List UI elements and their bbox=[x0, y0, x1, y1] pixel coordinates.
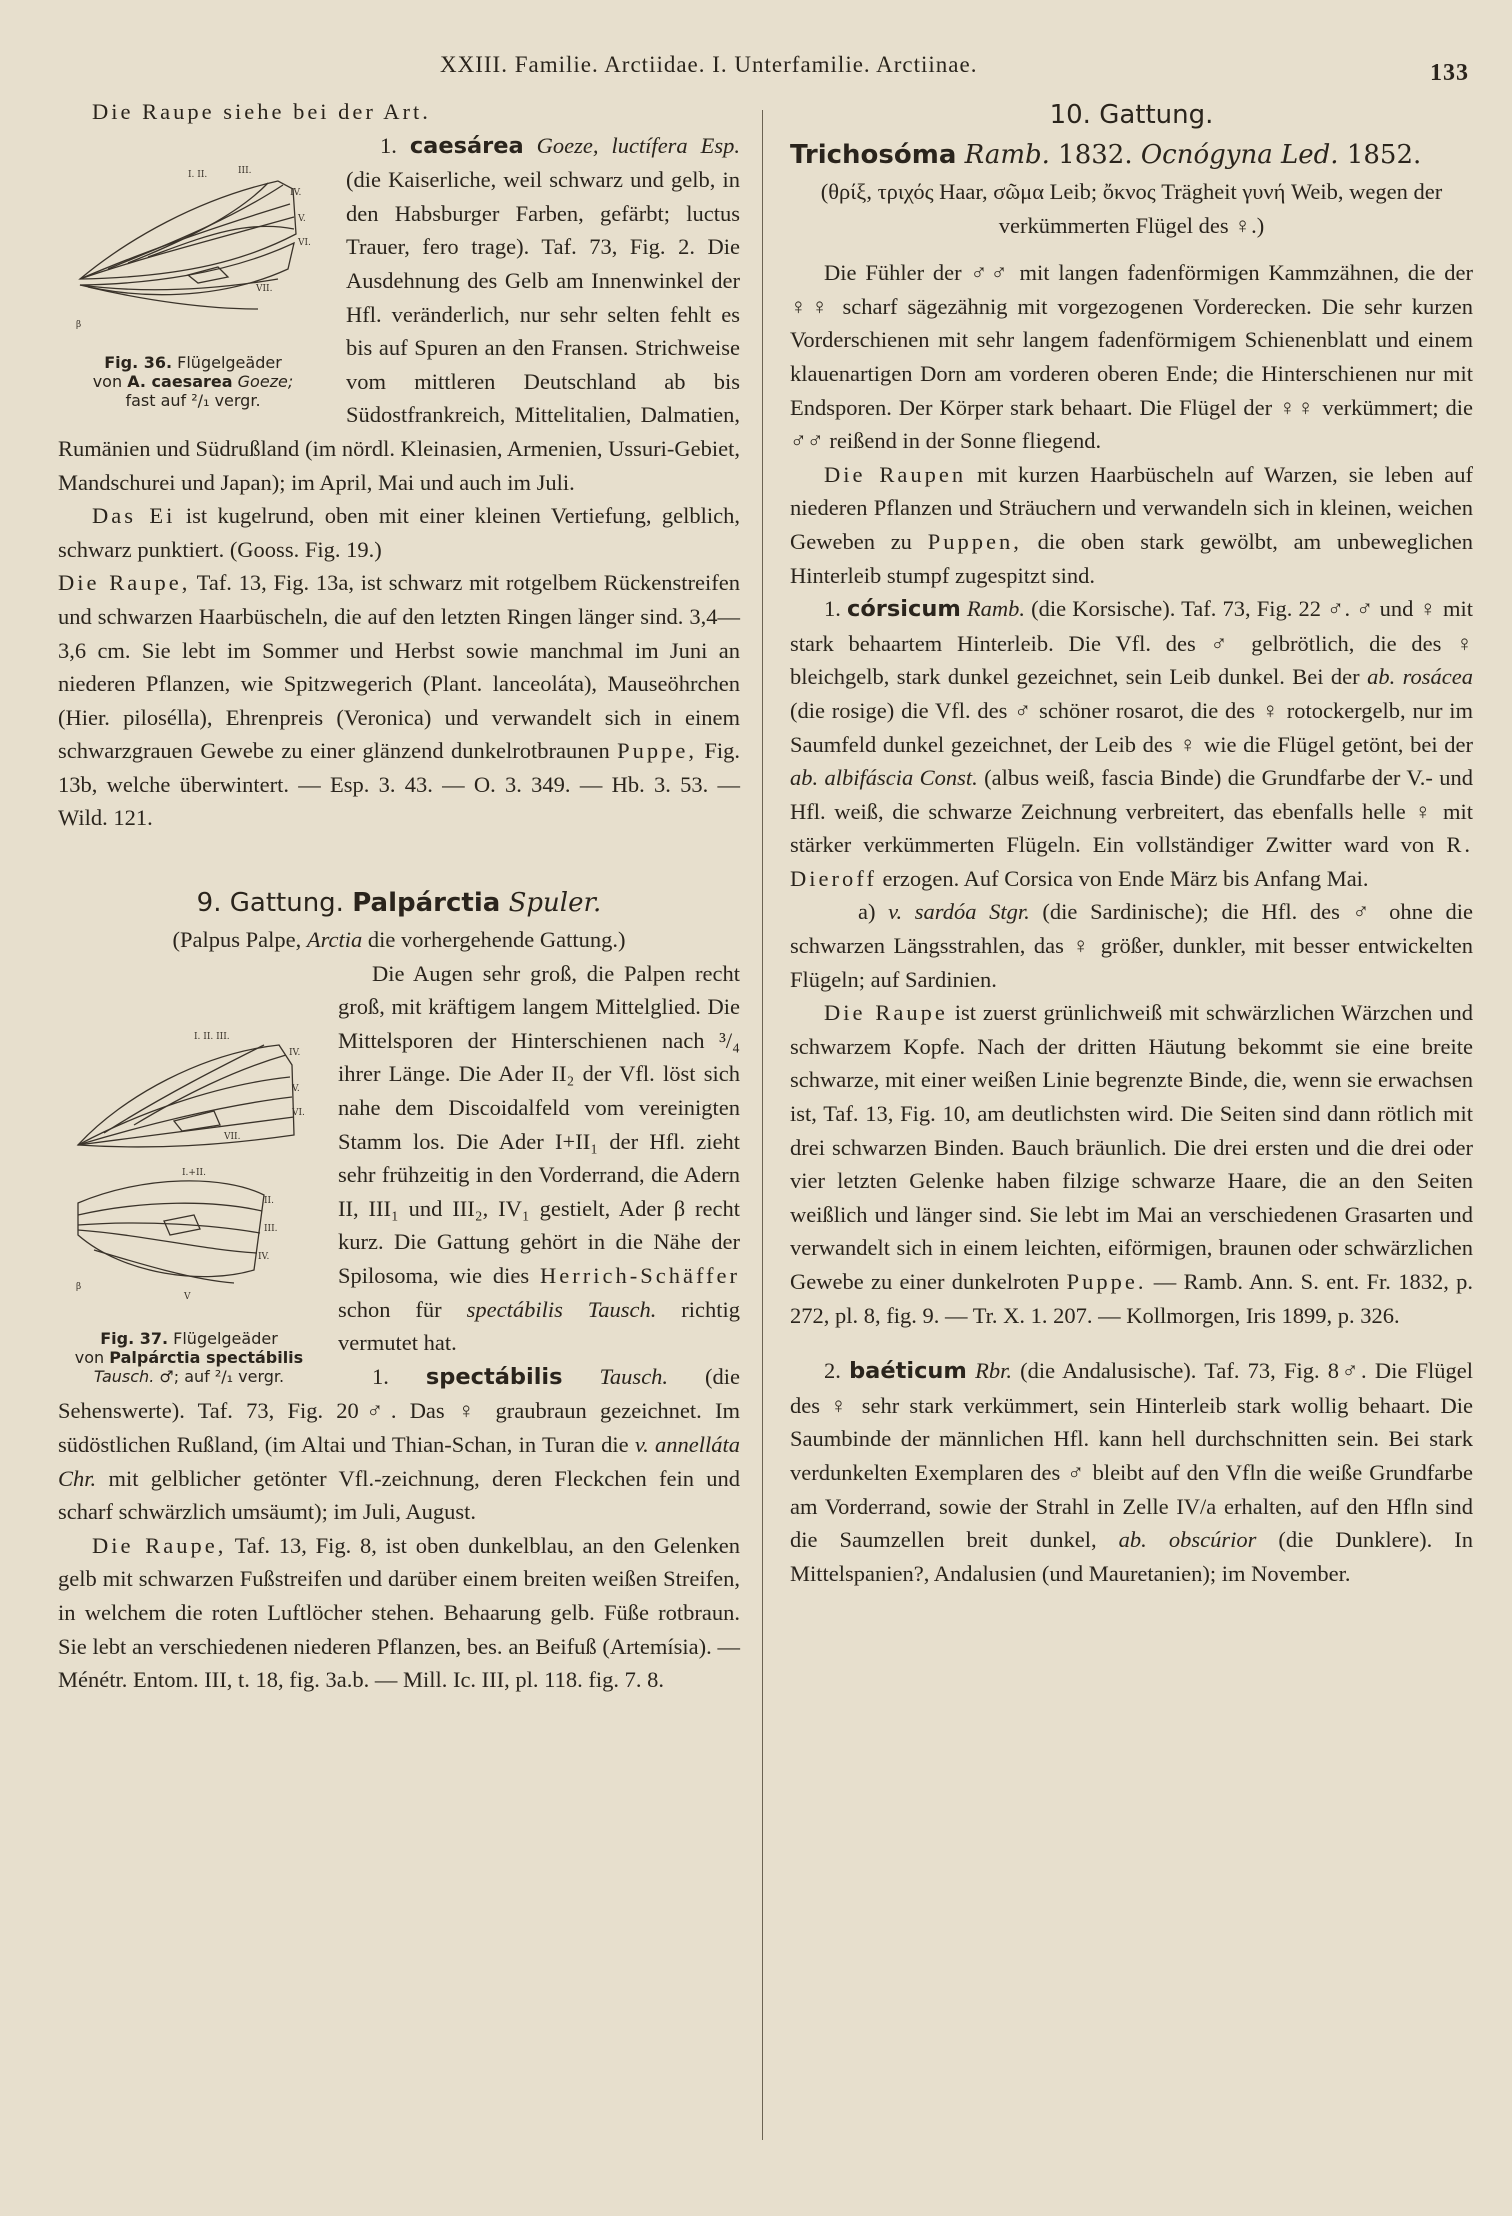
wing-venation-palparctia-drawing bbox=[64, 1025, 314, 1325]
svg-text:II.: II. bbox=[264, 1195, 274, 1206]
svg-text:β: β bbox=[76, 319, 82, 330]
svg-text:V.: V. bbox=[298, 213, 306, 224]
caesarea-description: 1. caesárea Goeze, luctífera Esp. (die Kaiserliche, weil schwarz und gelb, in den Habsburger Farben, gefärbt; luctus Trauer, fero trage). Taf. 73, Fig. 2. Die Ausdehnung des Gelb am Innenwinkel der Hfl. veränderlich, nur sehr selten fehlt es bis auf Spuren an den Fransen. Strichweise vom mittleren Deutschland ab bis Südostfrankreich, Mittelitalien, Dalmatien, Rumänien und Südrußland (im nördl. Kleinasien, Armenien, Ussuri-Gebiet, Mandschurei und Japan); im April, Mai und auch im Juli. bbox=[58, 132, 740, 495]
svg-text:I. II. III.: I. II. III. bbox=[194, 1031, 230, 1042]
species-baeticum bbox=[790, 1354, 1473, 1590]
genus-9-etymology: (Palpus Palpe, Arctia die vorhergehende Gattung.) bbox=[172, 927, 626, 953]
page-header bbox=[0, 48, 1512, 88]
svg-text:III.: III. bbox=[264, 1223, 278, 1234]
svg-text:I.+II.: I.+II. bbox=[182, 1167, 206, 1178]
svg-text:VII.: VII. bbox=[256, 283, 273, 294]
svg-text:VII.: VII. bbox=[224, 1131, 241, 1142]
corsicum-description: 1. córsicum Ramb. (die Korsische). Taf. 73, Fig. 22 ♂. ♂ und ♀ mit stark behaartem Hinterleib. Die Vfl. des ♂ gelbrötlich, die des ♀ bleichgelb, stark dunkel gezeichnet, sein Leib dunkel. Bei der ab. rosácea (die rosige) die Vfl. des ♂ schöner rosarot, die des ♀ rotockergelb, nur im Saumfeld dunkel gezeichnet, der Leib des ♀ wie die Flügel getönt, bei der ab. albifáscia Const. (albus weiß, fascia Binde) die Grundfarbe der V.- und Hfl. weiß, die schwarze Zeichnung verbreitert, das ebenfalls helle ♀ mit stärker verkümmerten Flügeln. Ein vollständiger Zwitter ward von R. Dieroff erzogen. Auf Corsica von Ende März bis Anfang Mai. bbox=[790, 596, 1474, 891]
caesarea-egg: Das Ei ist kugelrund, oben mit einer kleinen Vertiefung, gelblich, schwarz punktiert. (Gooss. Fig. 19.) bbox=[58, 503, 740, 562]
genus-10 bbox=[790, 95, 1473, 592]
figure-36 bbox=[58, 159, 328, 410]
figure-37-caption: Fig. 37. Flügelgeäder von Palpárctia spectábilis Tausch. ♂; auf ²/₁ vergr. bbox=[74, 1328, 304, 1386]
species-spectabilis bbox=[58, 1360, 740, 1697]
genus-9 bbox=[58, 883, 741, 1386]
genus-10-heading: Trichosóma Ramb. 1832. Ocnógyna Led. 1852. bbox=[790, 140, 1422, 170]
genus-9-heading: 9. Gattung. Palpárctia Spuler. bbox=[196, 888, 602, 919]
wing-venation-caesarea-drawing bbox=[68, 159, 318, 349]
svg-text:V.: V. bbox=[292, 1083, 300, 1094]
species-caesarea bbox=[58, 129, 740, 835]
svg-text:IV.: IV. bbox=[258, 1251, 270, 1262]
svg-text:IV.: IV. bbox=[290, 187, 302, 198]
svg-text:VI.: VI. bbox=[298, 237, 311, 248]
baeticum-description: 2. baéticum Rbr. (die Andalusische). Taf. 73, Fig. 8♂. Die Flügel des ♀ sehr stark verkümmert, sein Hinterleib stark wollig behaart. Die Saumbinde der männlichen Hfl. kann hell durchschnitten sein. Bei stark verdunkelten Exemplaren des ♂ bleibt auf den Vfln die weiße Grundfarbe am Vorderrand, sowie der Strahl in Zelle IV/a erhalten, auf den Hfln sind die Saumzellen breit dunkel, ab. obscúrior (die Dunklere). In Mittelspanien?, Andalusien (und Mauretanien); im November. bbox=[790, 1358, 1474, 1586]
column-divider bbox=[762, 110, 763, 2140]
svg-text:IV.: IV. bbox=[289, 1047, 301, 1058]
genus-10-description: Die Fühler der ♂♂ mit langen fadenförmigen Kammzähnen, die der ♀♀ scharf sägezähnig mit vorgezogenen Vorderecken. Die sehr kurzen Vorderschienen mit sehr langem fadenförmigem Schienenblatt und einem klauenartigen Dorn am vorderen oberen Ende; die Hinterschienen nur mit Endsporen. Der Körper stark behaart. Die Flügel der ♀♀ verkümmert; die ♂♂ reißend in der Sonne fliegend. bbox=[790, 260, 1473, 454]
species-name-caesarea: caesárea bbox=[409, 132, 524, 159]
figure-37 bbox=[58, 1025, 320, 1386]
corsicum-variety-sardoa: a) v. sardóa Stgr. (die Sardinische); die Hfl. des ♂ ohne die schwarzen Längsstrahlen, das ♀ größer, dunkler, mit besser entwickelten Flügeln; auf Sardinien. bbox=[790, 899, 1474, 992]
spectabilis-description: 1. spectábilis Tausch. (die Sehenswerte). Taf. 73, Fig. 20♂. Das ♀ graubraun gezeichnet. Im südöstlichen Rußland, (im Altai und Thian-Schan, in Turan die v. annelláta Chr. mit gelblicher getönter Vfl.-zeichnung, deren Fleckchen fein und scharf schwärzlich umsäumt); im Juli, August. bbox=[58, 1363, 741, 1525]
raupe-note: Die Raupe siehe bei der Art. bbox=[92, 99, 431, 124]
svg-text:V: V bbox=[184, 1291, 191, 1302]
genus-10-etymology: (θρίξ, τριχός Haar, σῶμα Leib; ὄκνος Trägheit γυνή Weib, wegen der verkümmerten Flügel des ♀.) bbox=[820, 179, 1443, 238]
svg-text:III.: III. bbox=[238, 165, 252, 176]
corsicum-larva: Die Raupe ist zuerst grünlichweiß mit schwärzlichen Wärzchen und schwarzem Kopfe. Nach der dritten Häutung bekommt sie eine breite schwarze, mit einer weißen Linie begrenzte Binde, die, wenn sie erwachsen ist, Taf. 13, Fig. 10, am deutlichsten wird. Die Seiten sind dann rötlich mit drei schwarzen Binden. Bauch bräunlich. Die drei ersten und die drei oder vier letzten Gelenke haben filzige schwarze Haare, die an den Seiten weißlich und länger sind. Sie lebt im Mai an verschiedenen Grasarten und verwandelt sich in einem leichten, eiförmigen, braunen oder schwärzlichen Gewebe zu einer dunkelroten Puppe. — Ramb. Ann. S. ent. Fr. 1832, p. 272, pl. 8, fig. 9. — Tr. X. 1. 207. — Kollmorgen, Iris 1899, p. 326. bbox=[790, 1000, 1474, 1328]
right-column bbox=[790, 95, 1473, 1590]
genus-10-larvae: Die Raupen mit kurzen Haarbüscheln auf Warzen, sie leben auf niederen Pflanzen und Sträuchern und verwandeln sich in kleinen, weichen Geweben zu Puppen, die oben stark gewölbt, am unbeweglichen Hinterleib stumpf zugespitzt sind. bbox=[790, 461, 1474, 588]
species-name-baeticum: baéticum bbox=[849, 1358, 967, 1385]
svg-text:β: β bbox=[76, 1281, 82, 1292]
genus-10-label: 10. Gattung. bbox=[1049, 100, 1214, 130]
figure-36-caption: Fig. 36. Flügelgeäder von A. caesarea Goeze; fast auf ²/₁ vergr. bbox=[92, 352, 294, 410]
caesarea-larva: Die Raupe, Taf. 13, Fig. 13a, ist schwarz mit rotgelbem Rückenstreifen und schwarzen Haarbüscheln, die auf den letzten Ringen länger sind. 3,4—3,6 cm. Sie lebt im Sommer und Herbst sowie manchmal im Juni an niederen Pflanzen, wie Spitzwegerich (Plant. lanceoláta), Mauseöhrchen (Hier. pilosélla), Ehrenpreis (Veronica) und verwandelt sich in einem schwarzgrauen Gewebe zu einer glänzend dunkelrotbraunen Puppe, Fig. 13b, welche überwintert. — Esp. 3. 43. — O. 3. 349. — Hb. 3. 53. — Wild. 121. bbox=[58, 570, 741, 831]
svg-text:I. II.: I. II. bbox=[188, 169, 208, 180]
svg-text:VI.: VI. bbox=[292, 1107, 305, 1118]
running-title: XXIII. Familie. Arctiidae. I. Unterfamilie. Arctiinae. bbox=[440, 52, 978, 77]
species-name-spectabilis: spectábilis bbox=[425, 1363, 563, 1390]
species-name-corsicum: córsicum bbox=[847, 596, 961, 623]
species-corsicum bbox=[790, 592, 1473, 1332]
left-column bbox=[58, 95, 740, 1697]
spectabilis-larva: Die Raupe, Taf. 13, Fig. 8, ist oben dunkelblau, an den Gelenken gelb mit schwarzen Fußstreifen und darüber einem breiten weißen Streifen, in welchem die roten Luftlöcher stehen. Behaarung gelb. Füße rotbraun. Sie lebt an verschiedenen niederen Pflanzen, bes. an Beifuß (Artemísia). — Ménétr. Entom. III, t. 18, fig. 3a.b. — Mill. Ic. III, pl. 118. fig. 7. 8. bbox=[58, 1532, 741, 1693]
genus-9-description: Die Augen sehr groß, die Palpen recht groß, mit kräftigem langem Mittelglied. Die Mittelsporen der Hinterschienen nach ³/₄ ihrer Länge. Die Ader II₂ der Vfl. löst sich nahe dem Discoidalfeld vom vereinigten Stamm los. Die Ader I+II₁ der Hfl. zieht sehr frühzeitig in den Vorderrand, die Adern II, III₁ und III₂, IV₁ gestielt, Ader β recht kurz. Die Gattung gehört in die Nähe der Spilosoma, wie dies Herrich-Schäffer schon für spectábilis Tausch. richtig vermutet hat. bbox=[338, 960, 741, 1356]
page-number: 133 bbox=[1430, 60, 1469, 86]
